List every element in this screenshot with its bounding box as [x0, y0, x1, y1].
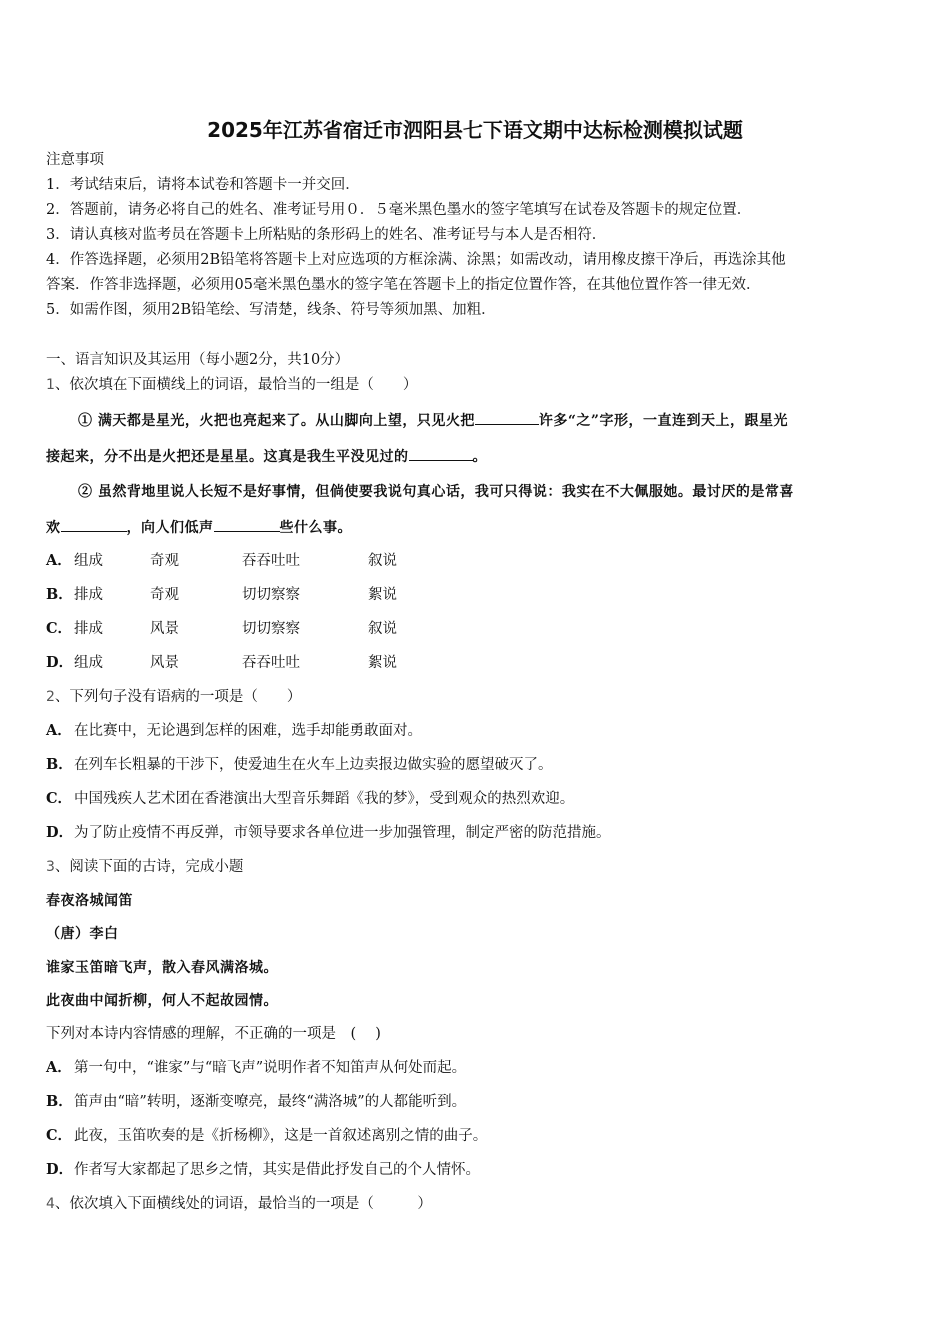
answer-blank — [409, 446, 473, 461]
page-title: 2025年江苏省宿迁市泗阳县七下语文期中达标检测模拟试题 — [207, 118, 743, 142]
passage-text: 些什么事。 — [279, 520, 352, 536]
option-word: 吞吞吐吐 — [242, 655, 300, 671]
option-label: A． — [46, 722, 72, 739]
q2-option-d[interactable] — [46, 823, 611, 843]
option-label: D． — [46, 654, 74, 671]
poem-line-1: 谁家玉笛暗飞声，散入春风满洛城。 — [46, 960, 278, 976]
option-text: 在列车长粗暴的干涉下，使爱迪生在火车上边卖报边做实验的愿望破灭了。 — [74, 757, 553, 773]
section-heading: 一、语言知识及其运用（每小题2分，共10分） — [46, 352, 350, 368]
passage-text: ，向人们低声 — [126, 520, 214, 536]
question-1-stem — [46, 375, 417, 395]
notice-item-4-cont: 答案．作答非选择题，必须用05毫米黑色墨水的签字笔在答题卡上的指定位置作答，在其他位置作答一律无效． — [46, 277, 761, 293]
notice-item-4: 4．作答选择题，必须用2B铅笔将答题卡上对应选项的方框涂满、涂黑；如需改动，请用橡皮擦干净后，再选涂其他 — [46, 252, 786, 268]
option-text: 此夜，玉笛吹奏的是《折杨柳》，这是一首叙述离别之情的曲子。 — [74, 1128, 488, 1144]
option-word: 絮说 — [368, 587, 397, 603]
question-3-sub-stem: 下列对本诗内容情感的理解，不正确的一项是 ( ) — [46, 1026, 381, 1042]
option-word: 组成 — [74, 553, 103, 569]
question-number: 1 — [46, 377, 55, 393]
option-word: 切切察察 — [242, 587, 300, 603]
q3-option-a[interactable] — [46, 1058, 466, 1078]
notice-item-3: 3．请认真核对监考员在答题卡上所粘贴的条形码上的姓名、准考证号与本人是否相符． — [46, 227, 607, 243]
passage-text: 许多“之”字形，一直连到天上，跟星光 — [538, 413, 788, 429]
q3-option-c[interactable] — [46, 1126, 487, 1146]
notice-item-1: 1．考试结束后，请将本试卷和答题卡一并交回． — [46, 177, 360, 193]
question-text: 、下列句子没有语病的一项是（ ） — [54, 689, 302, 705]
question-number: 3 — [46, 859, 55, 875]
question-number: 2 — [46, 689, 55, 705]
option-text: 作者写大家都起了思乡之情，其实是借此抒发自己的个人情怀。 — [74, 1162, 480, 1178]
passage-text: ① 满天都是星光，火把也亮起来了。从山脚向上望，只见火把 — [78, 413, 475, 429]
option-word: 奇观 — [150, 587, 179, 603]
option-word: 排成 — [74, 621, 103, 637]
question-text: 、阅读下面的古诗，完成小题 — [54, 859, 244, 875]
question-number: 4 — [46, 1196, 55, 1212]
q2-option-a[interactable] — [46, 721, 422, 741]
option-word: 叙说 — [368, 621, 397, 637]
option-word: 风景 — [150, 655, 179, 671]
option-label: D． — [46, 824, 74, 841]
option-text: 为了防止疫情不再反弹，市领导要求各单位进一步加强管理，制定严密的防范措施。 — [74, 825, 611, 841]
option-text: 第一句中，“谁家”与“暗飞声”说明作者不知笛声从何处而起。 — [74, 1060, 467, 1076]
passage-text: 欢 — [46, 520, 61, 536]
option-label: B． — [46, 756, 73, 773]
q1-passage-1-line1 — [78, 410, 788, 431]
question-text: 、依次填在下面横线上的词语，最恰当的一组是（ ） — [54, 377, 418, 393]
q3-option-d[interactable] — [46, 1160, 480, 1180]
option-word: 叙说 — [368, 553, 397, 569]
option-text: 笛声由“暗”转明，逐渐变嘹亮，最终“满洛城”的人都能听到。 — [74, 1094, 467, 1110]
answer-blank — [61, 517, 127, 532]
passage-text: 接起来，分不出是火把还是星星。这真是我生平没见过的 — [46, 449, 409, 465]
q2-option-b[interactable] — [46, 755, 553, 775]
option-word: 吞吞吐吐 — [242, 553, 300, 569]
q2-option-c[interactable] — [46, 789, 574, 809]
option-label: B． — [46, 1093, 73, 1110]
option-word: 奇观 — [150, 553, 179, 569]
option-label: B． — [46, 586, 73, 603]
question-2-stem — [46, 687, 301, 707]
q1-passage-1-line2 — [46, 446, 487, 467]
option-label: C． — [46, 1127, 73, 1144]
question-4-stem — [46, 1194, 432, 1214]
poem-author: （唐）李白 — [46, 926, 119, 942]
q1-passage-2-line1: ② 虽然背地里说人长短不是好事情，但倘使要我说句真心话，我可只得说：我实在不大佩服她。最讨厌的是常喜 — [78, 484, 794, 500]
option-word: 组成 — [74, 655, 103, 671]
option-word: 风景 — [150, 621, 179, 637]
poem-title: 春夜洛城闻笛 — [46, 893, 133, 909]
option-label: A． — [46, 552, 72, 569]
notice-item-5: 5．如需作图，须用2B铅笔绘、写清楚，线条、符号等须加黑、加粗． — [46, 302, 496, 318]
option-word: 絮说 — [368, 655, 397, 671]
option-label: D． — [46, 1161, 74, 1178]
notice-item-2: 2．答题前，请务必将自己的姓名、准考证号用０．５毫米黑色墨水的签字笔填写在试卷及答题卡的规定位置． — [46, 202, 752, 218]
option-text: 在比赛中，无论遇到怎样的困难，选手却能勇敢面对。 — [74, 723, 422, 739]
q3-option-b[interactable] — [46, 1092, 466, 1112]
option-word: 排成 — [74, 587, 103, 603]
option-word: 切切察察 — [242, 621, 300, 637]
option-label: C． — [46, 790, 73, 807]
question-text: 、依次填入下面横线处的词语，最恰当的一项是（ ） — [54, 1196, 432, 1212]
option-label: A． — [46, 1059, 72, 1076]
passage-text: 。 — [472, 449, 487, 465]
question-3-stem — [46, 857, 243, 877]
poem-line-2: 此夜曲中闻折柳，何人不起故园情。 — [46, 993, 278, 1009]
answer-blank — [214, 517, 280, 532]
q1-passage-2-line2 — [46, 517, 352, 538]
option-text: 中国残疾人艺术团在香港演出大型音乐舞蹈《我的梦》，受到观众的热烈欢迎。 — [74, 791, 575, 807]
option-label: C． — [46, 620, 73, 637]
answer-blank — [475, 410, 539, 425]
notice-heading: 注意事项 — [46, 152, 104, 168]
